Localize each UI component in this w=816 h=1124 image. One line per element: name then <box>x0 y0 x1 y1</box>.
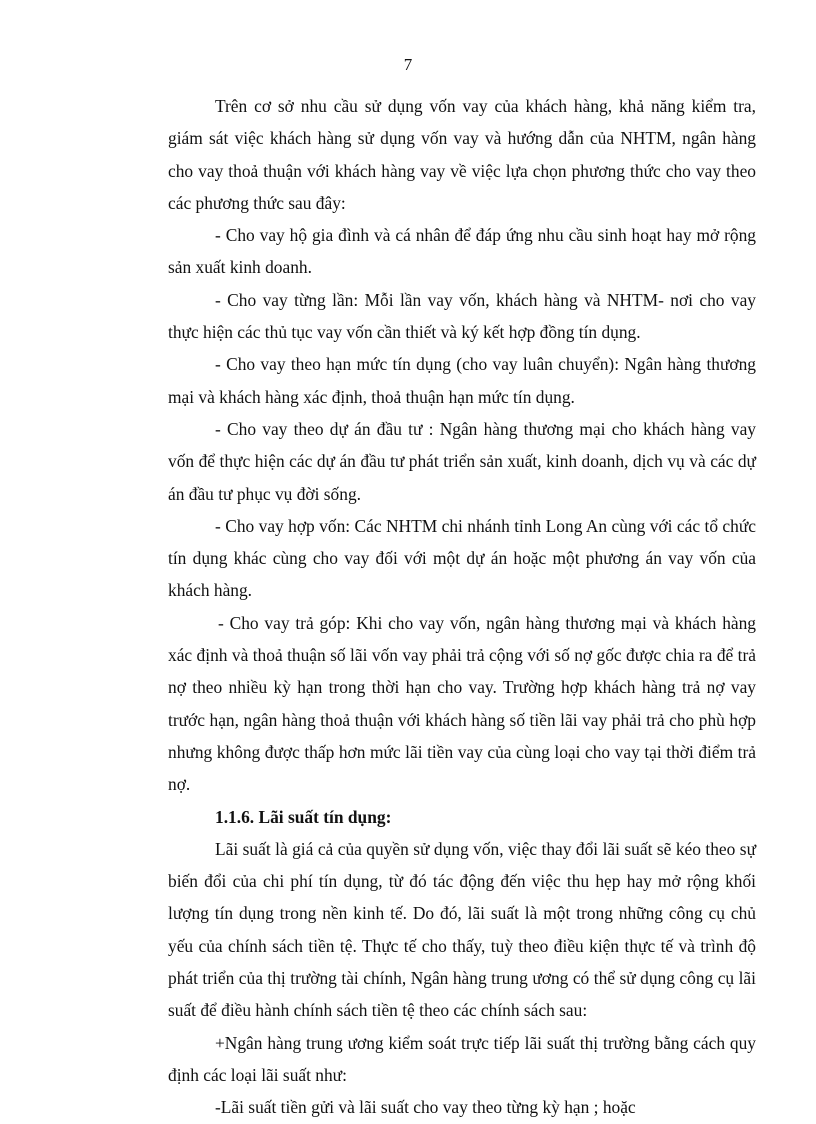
paragraph-installment-loans: - Cho vay trả góp: Khi cho vay vốn, ngân hàng thương mại và khách hàng xác định và thoả thuận số lãi vốn vay phải trả cộng với số nợ gốc được chia ra để trả nợ theo nhiều kỳ hạn trong thời hạn cho vay. Trường hợp khách hàng trả nợ vay trước hạn, ngân hàng thoả thuận với khách hàng số tiền lãi vay phải trả cho phù hợp nhưng không được thấp hơn mức lãi tiền vay của cùng loại cho vay tại thời điểm trả nợ. <box>168 612 756 795</box>
paragraph-project-loans: - Cho vay theo dự án đầu tư : Ngân hàng thương mại cho khách hàng vay vốn để thực hiện các dự án đầu tư phát triển sản xuất, kinh doanh, dịch vụ và các dự án đầu tư phục vụ đời sống. <box>168 418 756 504</box>
section-heading: 1.1.6. Lãi suất tín dụng: <box>215 806 392 827</box>
paragraph-interest-rate: Lãi suất là giá cả của quyền sử dụng vốn, việc thay đổi lãi suất sẽ kéo theo sự biến đổi của chi phí tín dụng, từ đó tác động đến việc thu hẹp hay mở rộng khối lượng tín dụng trong nền kinh tế. Do đó, lãi suất là một trong những công cụ chủ yếu của chính sách tiền tệ. Thực tế cho thấy, tuỳ theo điều kiện thực tế và trình độ phát triển của thị trường tài chính, Ngân hàng trung ương có thể sử dụng công cụ lãi suất để điều hành chính sách tiền tệ theo các chính sách sau: <box>168 838 756 1021</box>
paragraph-central-bank-control: +Ngân hàng trung ương kiểm soát trực tiếp lãi suất thị trường bằng cách quy định các loại lãi suất như: <box>168 1032 756 1085</box>
paragraph-deposit-lending-rates: -Lãi suất tiền gửi và lãi suất cho vay theo từng kỳ hạn ; hoặc <box>215 1097 636 1118</box>
paragraph-credit-limit-loans: - Cho vay theo hạn mức tín dụng (cho vay luân chuyển): Ngân hàng thương mại và khách hàng xác định, thoả thuận hạn mức tín dụng. <box>168 354 756 407</box>
paragraph-syndicated-loans: - Cho vay hợp vốn: Các NHTM chi nhánh tỉnh Long An cùng với các tổ chức tín dụng khác cùng cho vay đối với một dự án hoặc một phương án vay vốn của khách hàng. <box>168 515 756 601</box>
page-number: 7 <box>403 55 413 74</box>
paragraph-intro: Trên cơ sở nhu cầu sử dụng vốn vay của khách hàng, khả năng kiểm tra, giám sát việc khách hàng sử dụng vốn vay và hướng dẫn của NHTM, ngân hàng cho vay thoả thuận với khách hàng vay về việc lựa chọn phương thức cho vay theo các phương thức sau đây: <box>168 96 756 213</box>
paragraph-household-loans: - Cho vay hộ gia đình và cá nhân để đáp ứng nhu cầu sinh hoạt hay mở rộng sản xuất kinh doanh. <box>168 225 756 278</box>
paragraph-single-loans: - Cho vay từng lần: Mỗi lần vay vốn, khách hàng và NHTM- nơi cho vay thực hiện các thủ tục vay vốn cần thiết và ký kết hợp đồng tín dụng. <box>168 289 756 343</box>
document-body <box>168 90 756 1124</box>
